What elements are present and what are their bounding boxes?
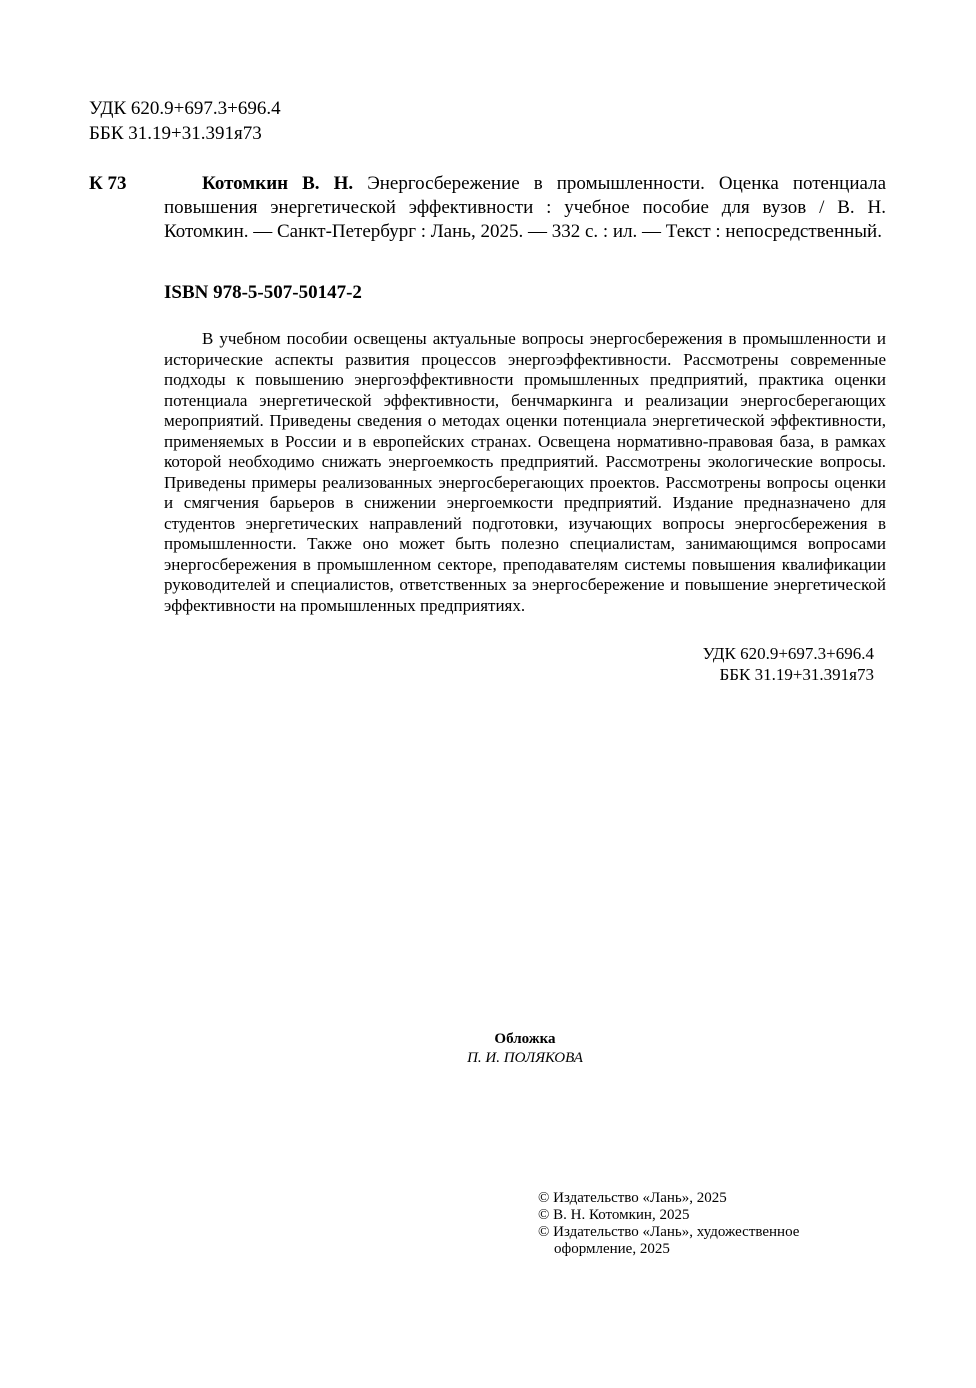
cover-credit: [380, 1030, 670, 1068]
udk-code: УДК 620.9+697.3+696.4: [89, 98, 281, 119]
bbk-code-bottom: ББК 31.19+31.391я73: [719, 665, 874, 684]
copyright-notices: [538, 1190, 868, 1258]
copyright-design: © Издательство «Лань», художественное: [538, 1224, 800, 1240]
copyright-publisher: © Издательство «Лань», 2025: [538, 1190, 727, 1206]
abstract-paragraph: В учебном пособии освещены актуальные вопросы энергосбережения в промышленности и исторические аспекты развития процессов энергоэффективности. Рассмотрены современные подходы к повышению энергоэффективности промышленных предприятий, практика оценки потенциала энергетической эффективности, бенчмаркинга и реализации энергосберегающих мероприятий. Приведены сведения о методах оценки потенциала энергетической эффективности, применяемых в России и в европейских странах. Освещена нормативно-правовая база, в рамках которой необходимо снижать энергоемкость предприятий. Рассмотрены экологические вопросы. Приведены примеры реализованных энергосберегающих проектов. Рассмотрены вопросы оценки и смягчения барьеров в снижении энергоемкости предприятий. Издание предназначено для студентов энергетических направлений подготовки, изучающих вопросы энергосбережения в промышленности. Также оно может быть полезно специалистам, занимающимся вопросами энергосбережения в промышленном секторе, преподавателям системы повышения квалификации руководителей и специалистов, ответственных за энергосбережение и повышение энергетической эффективности на промышленных предприятиях.: [164, 329, 886, 615]
bbk-code: ББК 31.19+31.391я73: [89, 123, 262, 144]
copyright-design-continued: оформление, 2025: [554, 1241, 670, 1257]
classification-codes-top: [89, 96, 281, 146]
record-author: Котомкин В. Н.: [202, 173, 354, 194]
udk-code-bottom: УДК 620.9+697.3+696.4: [702, 644, 874, 663]
cover-designer: П. И. ПОЛЯКОВА: [467, 1050, 583, 1066]
isbn: ISBN 978-5-507-50147-2: [164, 282, 362, 303]
copyright-author: © В. Н. Котомкин, 2025: [538, 1207, 690, 1223]
bibliographic-record: [164, 172, 886, 244]
author-sign: К 73: [89, 173, 127, 194]
record-description: Энергосбережение в промышленности. Оценка потенциала повышения энергетической эффективности : учебное пособие для вузов / В. Н. Котомкин. — Санкт-Петербург : Лань, 2025. — 332 с. : ил. — Текст : непосредственный.: [164, 173, 887, 242]
classification-codes-bottom: [600, 643, 874, 685]
cover-label: Обложка: [494, 1031, 556, 1047]
